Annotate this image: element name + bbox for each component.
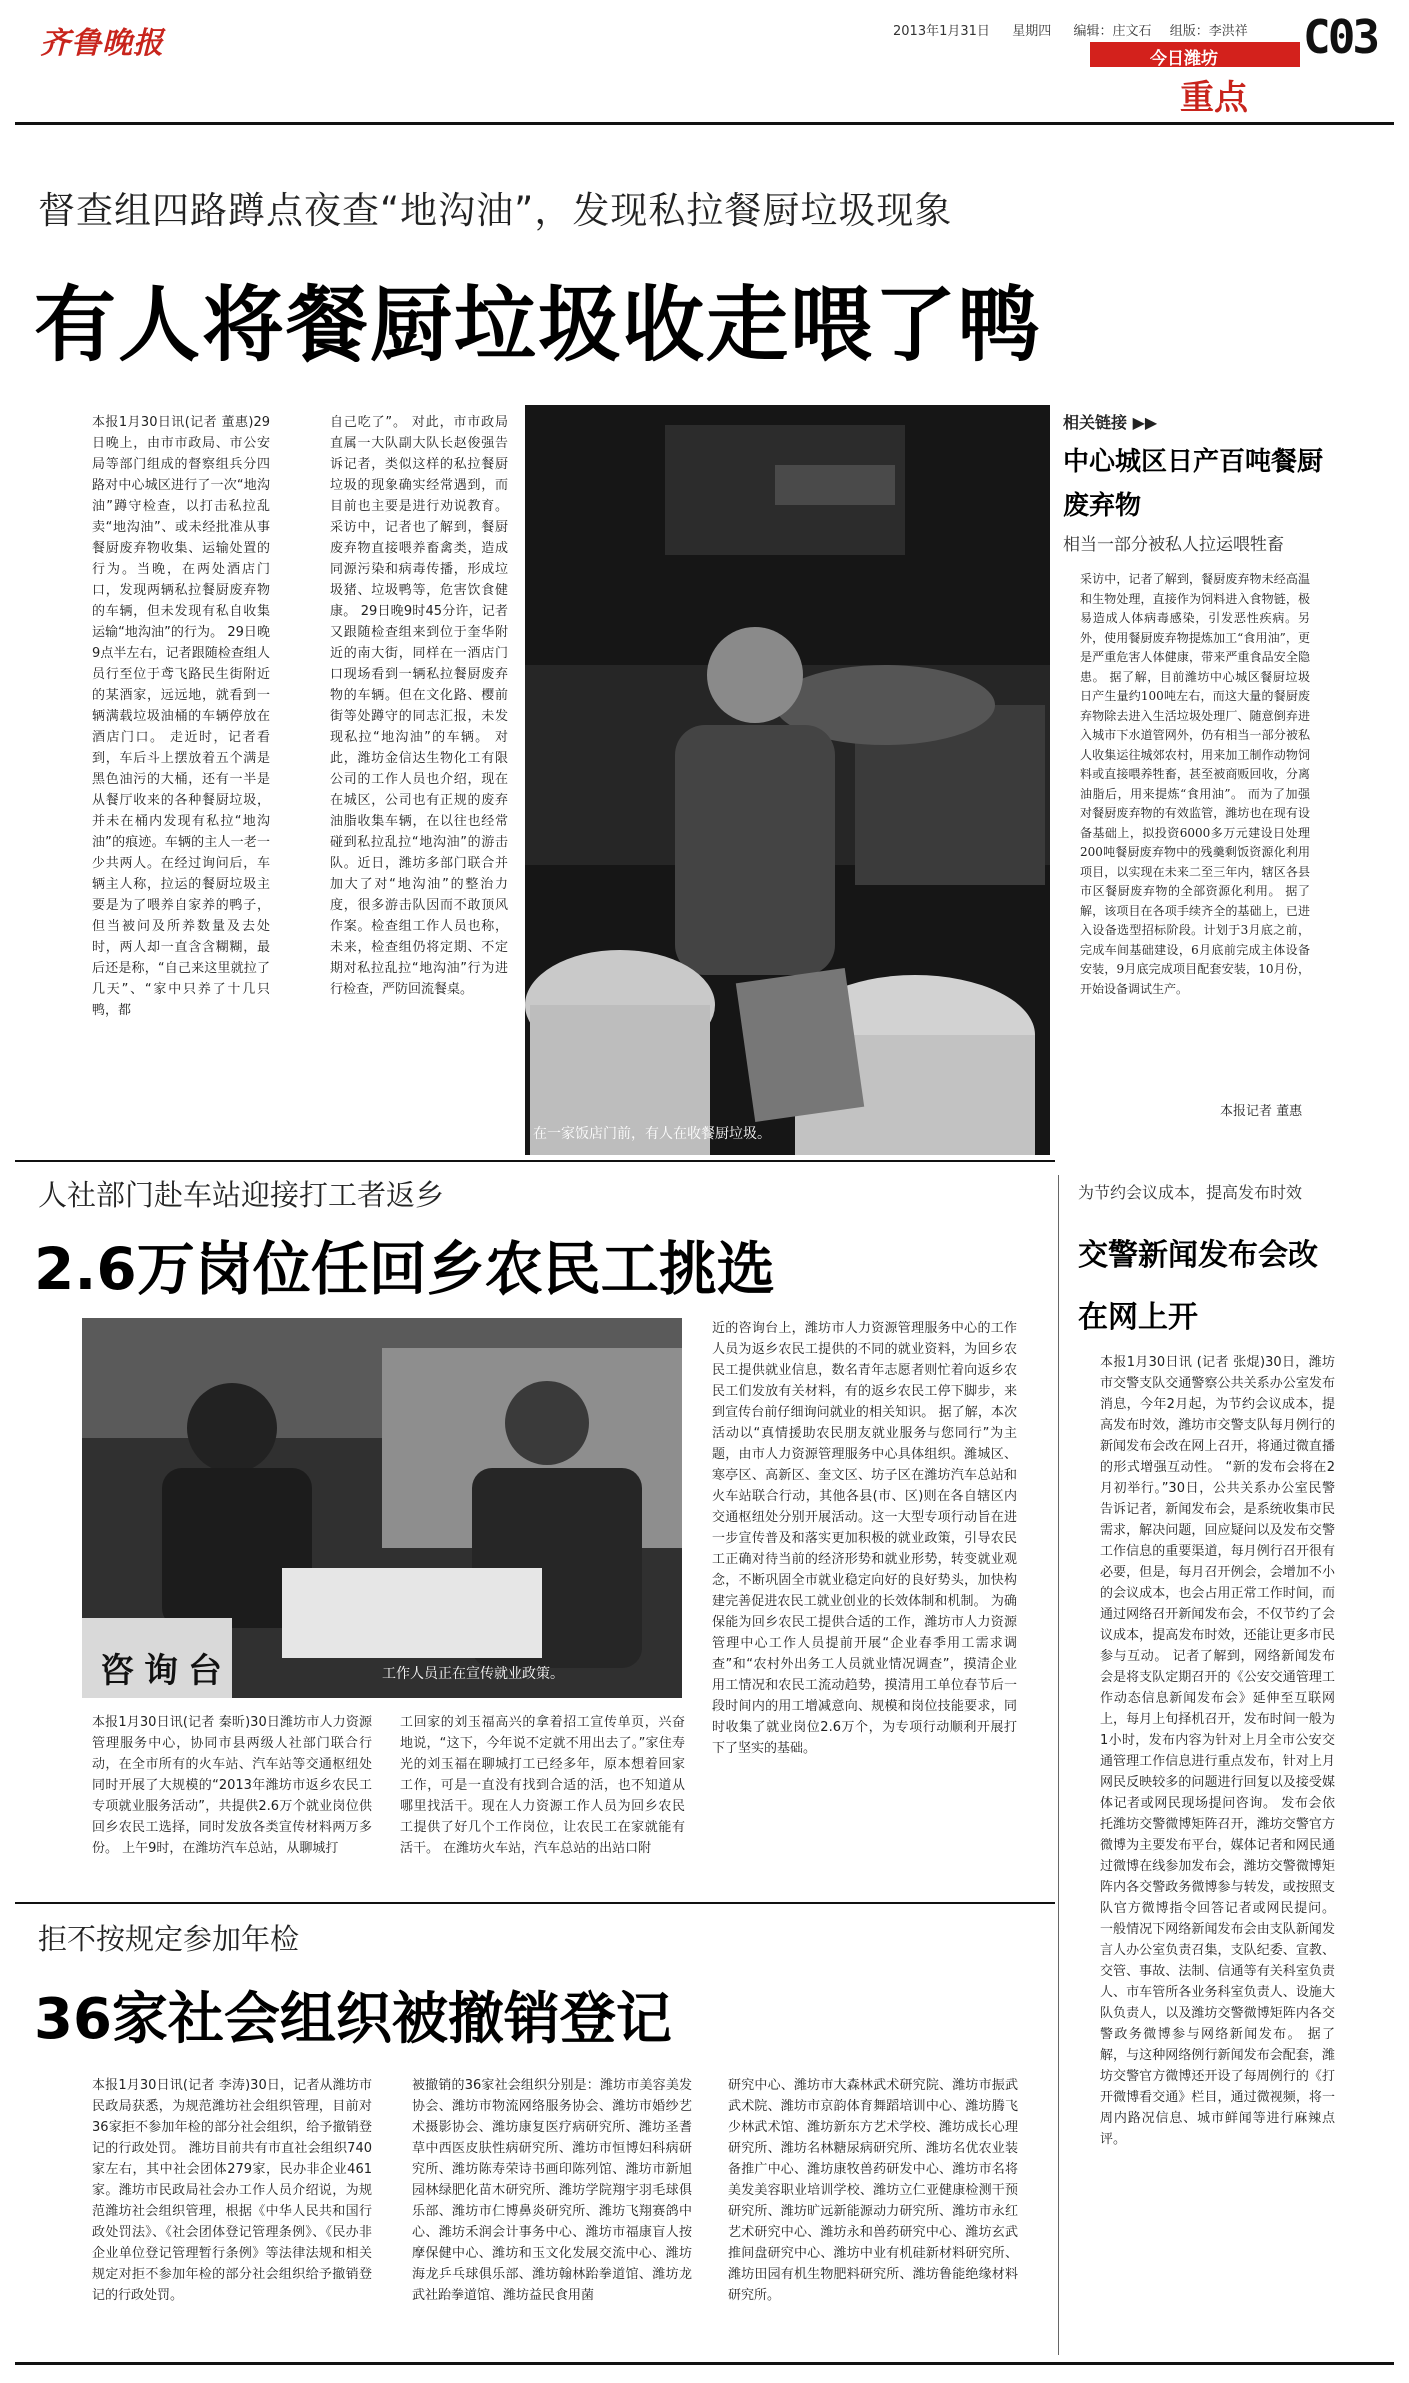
subsection-label: 重点 bbox=[1180, 78, 1248, 118]
story4-col3: 研究中心、潍坊市大森林武术研究院、潍坊市振武武术院、潍坊市京韵体育舞蹈培训中心、潍坊腾飞少林武术馆、潍坊新东方艺术学校、潍坊成长心理研究所、潍坊名林糖尿病研究所、潍坊名优农业装备推广中心、潍坊康牧兽药研发中心、潍坊市名将美发美容职业培训学校、潍坊立仁亚健康检测干预研究所、潍坊旷远新能源动力研究所、潍坊市永红艺术研究中心、潍坊永和兽药研究中心、潍坊玄武推间盘研究中心、潍坊中业有机硅新材料研究所、潍坊田园有机生物肥料研究所、潍坊鲁能绝缘材料研究所。 bbox=[728, 2078, 1018, 2303]
issue-date: 2013年1月31日 bbox=[893, 24, 990, 39]
story1-kicker: 督查组四路蹲点夜查“地沟油”，发现私拉餐厨垃圾现象 bbox=[38, 189, 953, 232]
section-label: 今日潍坊 bbox=[1150, 49, 1218, 69]
story1-col2: 自己吃了”。 对此，市市政局直属一大队副大队长赵俊强告诉记者，类似这样的私拉餐厨垃圾的现象确实经常遇到，而目前也主要是进行劝说教育。采访中，记者也了解到，餐厨废弃物直接喂养畜禽类，造成同源污染和病毒传播，形成垃圾猪、垃圾鸭等，危害饮食健康。 29日晚9时45分许，记者又跟随检查组来到位于奎华附近的南大街，同样在一酒店门口现场看到一辆私拉餐厨废弃物的车辆。但在文化路、樱前街等处蹲守的同志汇报，未发现私拉“地沟油”的车辆。 对此，潍坊金信达生物化工有限公司的工作人员也介绍，现在在城区，公司也有正规的废弃油脂收集车辆，在以往也经常碰到私拉乱拉“地沟油”的游击队。近日，潍坊多部门联合并加大了对“地沟油”的整治力度，很多游击队因而不敢顶风作案。检查组工作人员也称，未来，检查组仍将定期、不定期对私拉乱拉“地沟油”行为进行检查，严防回流餐桌。 bbox=[330, 415, 508, 997]
story3-divider bbox=[1058, 1175, 1059, 2355]
story2-col3: 近的咨询台上，潍坊市人力资源管理服务中心的工作人员为返乡农民工提供的不同的就业资料，为回乡农民工提供就业信息，数名青年志愿者则忙着向返乡农民工们发放有关材料，有的返乡农民工停下脚步，来到宣传台前仔细询问就业的相关知识。 据了解，本次活动以“真情援助农民朋友就业服务与您同行”为主题，由市人力资源管理服务中心具体组织。潍城区、寒亭区、高新区、奎文区、坊子区在潍坊汽车总站和火车站联合行动，其他各县(市、区)则在各自辖区内交通枢纽处分别开展活动。这一大型专项行动旨在进一步宣传普及和落实更加积极的就业政策，引导农民工正确对待当前的经济形势和就业形势，转变就业观念，不断巩固全市就业稳定向好的良好势头，加快构建完善促进农民工就业创业的长效体制和机制。 为确保能为回乡农民工提供合适的工作，潍坊市人力资源管理中心工作人员提前开展“企业春季用工需求调查”和“农村外出务工人员就业情况调查”，摸清企业用工情况和农民工流动趋势，摸清用工单位春节后一段时间内的用工增减意向、规模和岗位技能要求，同时收集了就业岗位2.6万个，为专项行动顺利开展打下了坚实的基础。 bbox=[712, 1321, 1017, 1756]
story1-bottom-rule bbox=[15, 1160, 1055, 1162]
masthead-info bbox=[893, 20, 1248, 39]
page-bottom-rule bbox=[15, 2362, 1394, 2365]
consult-sign: 咨询台 bbox=[100, 1651, 232, 1691]
story2-col2: 工回家的刘玉福高兴的拿着招工宣传单页，兴奋地说，“这下，今年说不定就不用出去了。”家住寿光的刘玉福在聊城打工已经多年，原本想着回家工作，可是一直没有找到合适的活，也不知道从哪里找活干。现在人力资源工作人员为回乡农民工提供了好几个工作岗位，让农民工在家就能有活干。 在潍坊火车站，汽车总站的出站口附 bbox=[400, 1715, 685, 1856]
story4-headline: 36家社会组织被撤销登记 bbox=[34, 1987, 672, 2052]
story2-bottom-rule bbox=[15, 1902, 1055, 1904]
sidebar-tag bbox=[1063, 410, 1157, 433]
sidebar-body: 采访中，记者了解到，餐厨废弃物未经高温和生物处理，直接作为饲料进入食物链，极易造成人体病毒感染，引发恶性疾病。另外，使用餐厨废弃物提炼加工“食用油”，更是严重危害人体健康，带来严重食品安全隐患。 据了解，目前潍坊中心城区餐厨垃圾日产生量约100吨左右，而这大量的餐厨废弃物除去进入生活垃圾处理厂、随意倒弃进入城市下水道管网外，仍有相当一部分被私人收集运往城郊农村，用来加工制作动物饲料或直接喂养牲畜，甚至被商贩回收，分离油脂后，用来提炼“食用油”。 而为了加强对餐厨废弃物的有效监管，潍坊也在现有设备基础上，拟投资6000多万元建设日处理200吨餐厨废弃物中的残羹剩饭资源化利用项目，以实现在未来二至三年内，辖区各县市区餐厨废弃物的全部资源化利用。 据了解，该项目在各项手续齐全的基础上，已进入设备选型招标阶段。计划于3月底之前，完成车间基础建设，6月底前完成主体设备安装，9月底完成项目配套安装，10月份，开始设备调试生产。 bbox=[1080, 572, 1310, 996]
issue-weekday: 星期四 bbox=[1012, 24, 1052, 39]
bus-station-scene bbox=[82, 1318, 682, 1698]
page-number: C03 bbox=[1303, 10, 1378, 64]
story4-col1: 本报1月30日讯(记者 李涛)30日，记者从潍坊市民政局获悉，为规范潍坊社会组织管理，目前对36家拒不参加年检的部分社会组织，给予撤销登记的行政处罚。 潍坊目前共有市直社会组织740家左右，其中社会团体279家，民办非企业461家。潍坊市民政局社会办工作人员介绍说，为规范潍坊社会组织管理，根据《中华人民共和国行政处罚法》、《社会团体登记管理条例》、《民办非企业单位登记管理暂行条例》等法律法规和相关规定对拒不参加年检的部分社会组织给予撤销登记的行政处罚。 bbox=[92, 2078, 372, 2303]
sidebar-subtitle: 相当一部分被私人拉运喂牲畜 bbox=[1063, 535, 1284, 555]
story3-kicker: 为节约会议成本，提高发布时效 bbox=[1078, 1183, 1303, 1202]
arrow-right-icon: ▶▶ bbox=[1132, 413, 1158, 432]
night-truck-scene bbox=[525, 405, 1050, 1155]
editor-credit: 编辑：庄文石 bbox=[1073, 24, 1152, 39]
story3-body: 本报1月30日讯 (记者 张焜)30日，潍坊市交警支队交通警察公共关系办公室发布消息，今年2月起，为节约会议成本，提高发布时效，潍坊市交警支队每月例行的新闻发布会改在网上召开，将通过微直播的形式增强互动性。 “新的发布会将在2月初举行。”30日，公共关系办公室民警告诉记者，新闻发布会，是系统收集市民需求，解决问题，回应疑问以及发布交警工作信息的重要渠道，每月例行召开很有必要，但是，每月召开例会，会增加不小的会议成本，也会占用正常工作时间，而通过网络召开新闻发布会，不仅节约了会议成本，提高发布时效，还能让更多市民参与互动。 记者了解到，网络新闻发布会是将支队定期召开的《公安交通管理工作动态信息新闻发布会》延伸至互联网上，每月上旬择机召开，发布时间一般为1小时，发布内容为针对上月全市公安交通管理工作信息进行重点发布，针对上月网民反映较多的问题进行回复以及接受媒体记者或网民现场提问咨询。 发布会依托潍坊交警微博矩阵召开，潍坊交警官方微博为主要发布平台，媒体记者和网民通过微博在线参加发布会，潍坊交警微博矩阵内各交警政务微博参与转发，或按照支队官方微博指令回答记者或网民提问。 一般情况下网络新闻发布会由支队新闻发言人办公室负责召集，支队纪委、宣教、交管、事故、法制、信通等有关科室负责人、市车管所各业务科室负责人、设施大队负责人，以及潍坊交警微博矩阵内各交警政务微博参与网络新闻发布。 据了解，与这种网络例行新闻发布会配套，潍坊交警官方微博还开设了每周例行的《打开微博看交通》栏目，通过微视频，将一周内路况信息、城市鲜闻等进行麻辣点评。 bbox=[1100, 1355, 1335, 2147]
story2-photo-caption: 工作人员正在宣传就业政策。 bbox=[382, 1666, 564, 1682]
story1-headline: 有人将餐厨垃圾收走喂了鸭 bbox=[34, 278, 1043, 373]
masthead-rule bbox=[15, 122, 1394, 125]
sidebar-title: 中心城区日产百吨餐厨废弃物 bbox=[1063, 447, 1324, 521]
story4-kicker: 拒不按规定参加年检 bbox=[38, 1922, 300, 1956]
story1-photo bbox=[525, 405, 1050, 1155]
story2-col1: 本报1月30日讯(记者 秦昕)30日潍坊市人力资源管理服务中心，协同市县两级人社部门联合行动，在全市所有的火车站、汽车站等交通枢纽处同时开展了大规模的“2013年潍坊市返乡农民工专项就业服务活动”，共提供2.6万个就业岗位供回乡农民工选择，同时发放各类宣传材料两万多份。 上午9时，在潍坊汽车总站，从聊城打 bbox=[92, 1715, 372, 1856]
masthead-logo: 齐鲁晚报 bbox=[40, 26, 164, 61]
sidebar-tag-label: 相关链接 bbox=[1063, 413, 1128, 432]
sidebar-byline: 本报记者 董惠 bbox=[1220, 1104, 1303, 1119]
story2-photo bbox=[82, 1318, 682, 1698]
story3-headline: 交警新闻发布会改在网上开 bbox=[1078, 1238, 1318, 1335]
story2-kicker: 人社部门赴车站迎接打工者返乡 bbox=[38, 1178, 445, 1212]
story1-photo-caption: 在一家饭店门前，有人在收餐厨垃圾。 bbox=[533, 1126, 771, 1142]
layout-credit: 组版：李洪祥 bbox=[1169, 24, 1248, 39]
story4-col2: 被撤销的36家社会组织分别是：潍坊市美容美发协会、潍坊市物流网络服务协会、潍坊市婚纱艺术摄影协会、潍坊康复医疗病研究所、潍坊圣耆草中西医皮肤性病研究所、潍坊市恒博妇科病研究所、潍坊陈寿荣诗书画印陈列馆、潍坊市新旭园林绿肥化苗木研究所、潍坊学院翔宇羽毛球俱乐部、潍坊市仁博鼻炎研究所、潍坊飞翔赛鸽中心、潍坊禾润会计事务中心、潍坊市福康盲人按摩保健中心、潍坊和玉文化发展交流中心、潍坊海龙乒乓球俱乐部、潍坊翰林跆拳道馆、潍坊龙武社跆拳道馆、潍坊益民食用菌 bbox=[412, 2078, 692, 2303]
story1-col1: 本报1月30日讯(记者 董惠)29日晚上，由市市政局、市公安局等部门组成的督察组兵分四路对中心城区进行了一次“地沟油”蹲守检查，以打击私拉乱卖“地沟油”、或未经批准从事餐厨废弃物收集、运输处置的行为。当晚，在两处酒店门口，发现两辆私拉餐厨废弃物的车辆，但未发现有私自收集运输“地沟油”的行为。 29日晚9点半左右，记者跟随检查组人员行至位于鸢飞路民生街附近的某酒家，远远地，就看到一辆满载垃圾油桶的车辆停放在酒店门口。 走近时，记者看到，车后斗上摆放着五个满是黑色油污的大桶，还有一半是从餐厅收来的各种餐厨垃圾，并未在桶内发现有私拉“地沟油”的痕迹。车辆的主人一老一少共两人。在经过询问后，车辆主人称，拉运的餐厨垃圾主要是为了喂养自家养的鸭子，但当被问及所养数量及去处时，两人却一直含含糊糊，最后还是称，“自己来这里就拉了几天”、“家中只养了十几只鸭，都 bbox=[92, 415, 270, 1018]
story2-headline: 2.6万岗位任回乡农民工挑选 bbox=[34, 1235, 775, 1303]
